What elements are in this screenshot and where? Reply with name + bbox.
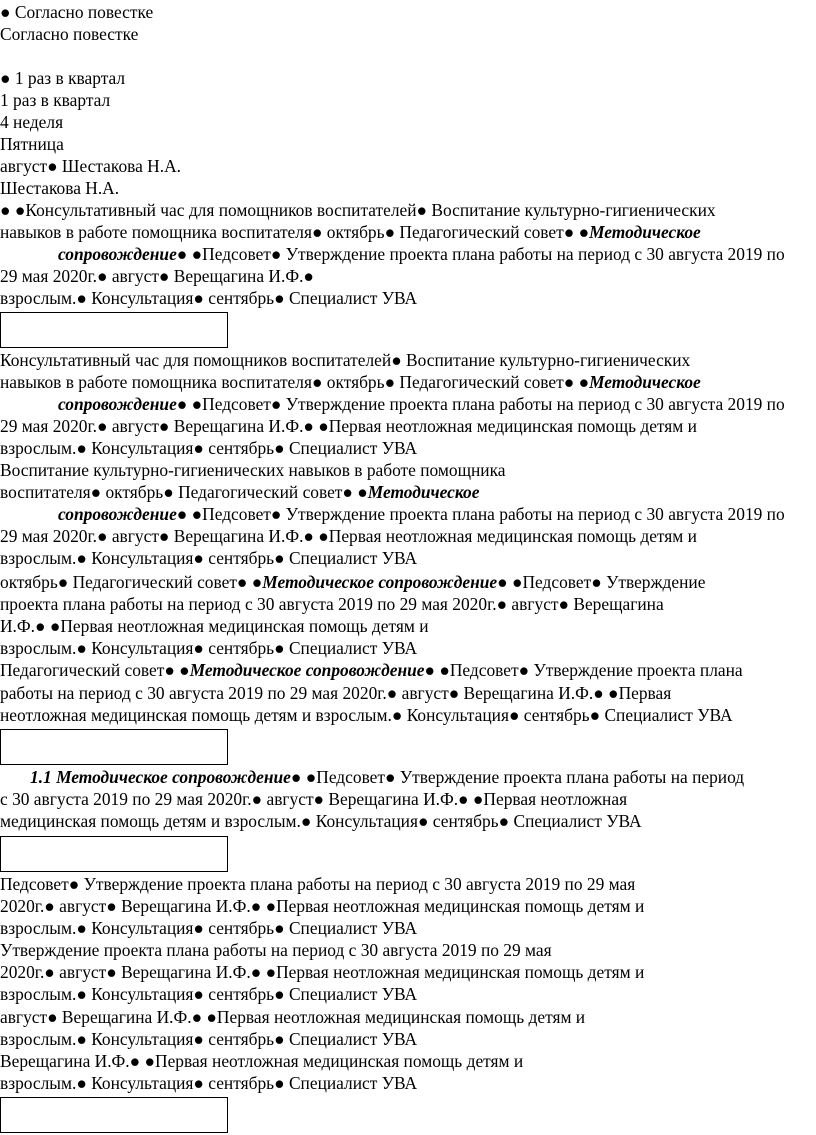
text-line: 29 мая 2020г.● август● Верещагина И.Ф.● ●Первая неотложная медицинская помощь детям и — [0, 416, 697, 436]
text-line: 4 неделя — [0, 112, 64, 132]
section-heading: Методическое сопровождение — [262, 572, 498, 592]
text-line: август● Шестакова Н.А. — [0, 156, 181, 176]
text-line: взрослым.● Консультация● сентябрь● Специалист УВА — [0, 548, 418, 568]
text-line: взрослым.● Консультация● сентябрь● Специалист УВА — [0, 638, 418, 658]
text-line: Верещагина И.Ф.● ●Первая неотложная медицинская помощь детям и — [0, 1051, 524, 1071]
text-line: 2020г.● август● Верещагина И.Ф.● ●Первая неотложная медицинская помощь детям и — [0, 896, 645, 916]
section-heading: Методическое — [367, 482, 480, 502]
text-line: И.Ф.● ●Первая неотложная медицинская помощь детям и — [0, 616, 429, 636]
text-line — [0, 482, 479, 504]
text-run: воспитателя● октябрь● Педагогический совет● ● — [0, 482, 368, 502]
text-line: 2020г.● август● Верещагина И.Ф.● ●Первая неотложная медицинская помощь детям и — [0, 962, 645, 982]
text-line — [0, 572, 705, 594]
text-line: Воспитание культурно-гигиенических навыков в работе помощника — [0, 460, 506, 480]
text-line: 29 мая 2020г.● август● Верещагина И.Ф.● — [0, 266, 314, 286]
text-line: взрослым.● Консультация● сентябрь● Специалист УВА — [0, 1029, 418, 1049]
text-line — [0, 504, 785, 526]
text-line: ● ●Консультативный час для помощников воспитателей● Воспитание культурно-гигиенических — [0, 200, 716, 220]
text-line — [0, 767, 744, 789]
text-line: взрослым.● Консультация● сентябрь● Специалист УВА — [0, 918, 418, 938]
text-line: взрослым.● Консультация● сентябрь● Специалист УВА — [0, 984, 418, 1004]
text-line: работы на период с 30 августа 2019 по 29 мая 2020г.● август● Верещагина И.Ф.● ●Первая — [0, 683, 672, 703]
section-heading: сопровождение — [58, 504, 177, 524]
text-line: Утверждение проекта плана работы на период с 30 августа 2019 по 29 мая — [0, 940, 552, 960]
text-run: навыков в работе помощника воспитателя● октябрь● Педагогический совет● ● — [0, 222, 590, 242]
text-run: ● ●Педсовет● Утверждение проекта плана работы на период с 30 августа 2019 по — [176, 244, 785, 264]
text-run: ● ●Педсовет● Утверждение проекта плана работы на период — [290, 767, 745, 787]
text-line: медицинская помощь детям и взрослым.● Консультация● сентябрь● Специалист УВА — [0, 811, 642, 831]
text-run: Педагогический совет● ● — [0, 660, 190, 680]
section-heading: сопровождение — [58, 244, 177, 264]
empty-text-box — [0, 729, 228, 765]
text-line — [0, 394, 785, 416]
section-heading: Методическое — [589, 372, 701, 392]
empty-text-box — [0, 1097, 228, 1133]
text-line: неотложная медицинская помощь детям и взрослым.● Консультация● сентябрь● Специалист УВА — [0, 705, 733, 725]
text-line: проекта плана работы на период с 30 августа 2019 по 29 мая 2020г.● август● Верещагина — [0, 594, 664, 614]
text-line: Педсовет● Утверждение проекта плана работы на период с 30 августа 2019 по 29 мая — [0, 874, 636, 894]
text-line: ● Согласно повестке — [0, 2, 154, 22]
text-line: ● 1 раз в квартал — [0, 68, 126, 88]
text-run: ● ●Педсовет● Утверждение — [497, 572, 706, 592]
text-line: 29 мая 2020г.● август● Верещагина И.Ф.● ●Первая неотложная медицинская помощь детям и — [0, 526, 697, 546]
text-line: взрослым.● Консультация● сентябрь● Специалист УВА — [0, 1073, 418, 1093]
text-run: ● ●Педсовет● Утверждение проекта плана работы на период с 30 августа 2019 по — [176, 394, 785, 414]
text-run: октябрь● Педагогический совет● ● — [0, 572, 263, 592]
text-line: Пятница — [0, 134, 64, 154]
text-line: взрослым.● Консультация● сентябрь● Специалист УВА — [0, 288, 418, 308]
text-run: ● ●Педсовет● Утверждение проекта плана работы на период с 30 августа 2019 по — [176, 504, 785, 524]
text-line: Шестакова Н.А. — [0, 178, 120, 198]
text-line: 1 раз в квартал — [0, 90, 111, 110]
empty-text-box — [0, 312, 228, 348]
text-line — [0, 372, 701, 394]
text-line: взрослым.● Консультация● сентябрь● Специалист УВА — [0, 438, 418, 458]
text-line — [0, 222, 701, 244]
section-heading: Методическое сопровождение — [189, 660, 425, 680]
text-line — [0, 244, 785, 266]
text-line: Согласно повестке — [0, 24, 139, 44]
text-line: с 30 августа 2019 по 29 мая 2020г.● август● Верещагина И.Ф.● ●Первая неотложная — [0, 789, 628, 809]
text-run: ● ●Педсовет● Утверждение проекта плана — [424, 660, 743, 680]
empty-text-box — [0, 836, 228, 872]
section-heading: сопровождение — [58, 394, 177, 414]
text-line — [0, 660, 743, 682]
text-line: Консультативный час для помощников воспитателей● Воспитание культурно-гигиенических — [0, 350, 691, 370]
section-heading: Методическое — [589, 222, 701, 242]
text-line: август● Верещагина И.Ф.● ●Первая неотложная медицинская помощь детям и — [0, 1007, 586, 1027]
section-heading: 1.1 Методическое сопровождение — [30, 767, 291, 787]
text-run: навыков в работе помощника воспитателя● октябрь● Педагогический совет● ● — [0, 372, 590, 392]
